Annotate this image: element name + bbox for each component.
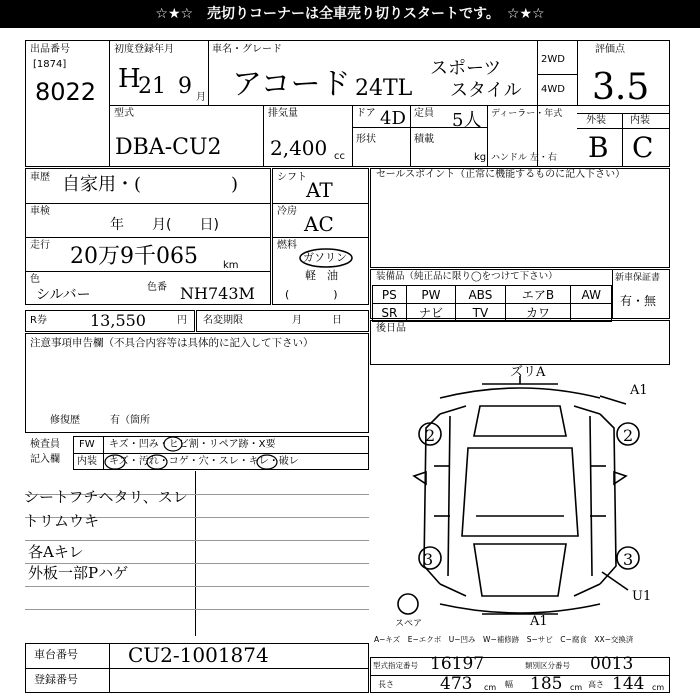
chassis-label: 車台番号 [34,648,78,661]
score-label: 評価点 [595,44,625,55]
equip-tv: TV [456,304,505,322]
door-value: 4D [380,108,406,129]
type-no-label: 型式指定番号 [373,661,418,670]
equip-leather: カワ [505,304,571,322]
mileage-label: 走行 [30,240,50,251]
note-line-4: 外板一部Pハゲ [28,564,129,582]
name-grade-label: 車名・グレード [212,44,282,55]
fuel-gasoline: ガソリン [303,251,347,264]
model-value: DBA-CU2 [115,135,222,160]
equip-ps: PS [373,286,407,304]
damage-mark-r3: 3 [623,550,634,569]
equip-abs: ABS [456,286,505,304]
height-unit: cm [652,683,665,692]
equip-airbag: エアB [505,286,571,304]
load-label: 積載 [414,134,434,145]
first-reg-label: 初度登録年月 [114,44,174,55]
model-label: 型式 [114,108,134,119]
lot-sub: [1874] [33,59,67,70]
capacity-label: 定員 [414,108,434,119]
exterior-grade: B [588,131,609,164]
shift-label: シフト [277,172,307,183]
car-diagram [370,366,670,636]
equip-sr: SR [373,304,407,322]
damage-mark-a1-bottom: A1 [530,614,548,629]
load-unit: kg [474,152,487,163]
exterior-label: 外装 [586,115,606,126]
mileage-unit: km [223,260,239,271]
damage-mark-r2: 2 [623,426,634,445]
recycle-label: R券 [30,315,47,326]
length-value: 473 [440,674,473,694]
interior-check-items: キズ・汚れ・コゲ・穴・スレ・キレ・破レ [109,456,299,467]
inspection-value: 年 月( 日) [110,217,219,233]
inspection-label: 車検 [30,206,50,217]
class-no-value: 0013 [590,654,634,674]
fuel-light-oil: 軽 油 [305,269,338,282]
interior-label: 内装 [630,115,650,126]
banner: ☆★☆ 売切りコーナーは全車売り切りスタートです。 ☆★☆ [0,0,700,28]
name-change-label: 名変期限 [203,315,243,326]
equip-pw: PW [406,286,456,304]
damage-mark-u1: U1 [632,589,652,604]
note-line-3: 各Aキレ [28,543,84,561]
damage-mark-l3: 3 [423,550,434,569]
lot-number: 8022 [35,78,97,106]
type-no-value: 16197 [430,654,485,674]
width-value: 185 [530,674,563,694]
recycle-unit: 円 [177,315,187,326]
history-label: 車歴 [30,172,50,183]
ac-value: AC [304,212,334,236]
color-label: 色 [30,274,40,285]
score-value: 3.5 [592,67,650,108]
drive-4wd: 4WD [541,84,565,95]
interior-grade: C [632,131,654,164]
capacity-value: 5人 [452,110,482,131]
history-value: 自家用・( ) [62,174,239,195]
inspector-circle-marks [103,436,363,470]
damage-legend: A−キズ E−エクボ U−凹み W−補修跡 S−サビ C−腐食 XX−交換済 [374,635,634,644]
interior-check-label: 内装 [77,456,97,467]
car-grade: 24TL [355,76,413,101]
shift-value: AT [306,178,333,202]
new-cert-value: 有・無 [620,294,657,308]
month-unit: 月 [196,92,206,103]
spare-label: スペア [395,619,423,629]
caution-label: 注意事項申告欄（不具合内容等は具体的に記入して下さい） [30,337,314,349]
sales-point-box [370,168,670,268]
damage-mark-l2: 2 [425,426,436,445]
new-cert-label: 新車保証書 [615,273,661,283]
length-unit: cm [484,683,497,692]
color-number-label: 色番 [147,282,167,293]
class-no-label: 類別区分番号 [525,661,570,670]
height-value: 144 [612,674,645,694]
drive-2wd: 2WD [541,54,565,65]
first-reg-month: 9 [178,74,192,99]
color-value: シルバー [36,287,91,303]
width-label: 幅 [505,680,513,689]
after-install-box [370,320,670,365]
damage-mark-a1-top: A1 [630,383,648,398]
equip-aw: AW [571,286,612,304]
sales-point-label: セールスポイント（正常に機能するものに記入下さい） [376,169,626,180]
fw-label: FW [79,439,95,450]
mileage-value: 20万9千065 [70,244,198,269]
car-grade2-line2: スタイル [450,80,522,101]
inspector-label: 検査員 記入欄 [30,439,60,465]
length-label: 長さ [378,680,394,689]
chassis-number: CU2-1001874 [128,643,269,667]
fuel-label: 燃料 [277,240,297,251]
color-number: NH743M [180,284,255,303]
equip-navi: ナビ [406,304,456,322]
dealer-label: ディーラー・年式 [491,109,563,119]
name-change-value: 月 日 [292,315,342,326]
first-reg-year: 21 [138,74,166,99]
door-label: ドア [356,108,376,119]
fuel-other: ( ) [285,288,338,301]
fuel-circle-mark [296,246,356,270]
equip-blank [571,304,612,322]
shape-label: 形状 [356,134,376,145]
displacement-label: 排気量 [268,108,298,119]
ac-label: 冷房 [277,206,297,217]
equipment-label: 装備品（純正品に限り◯をつけて下さい） [376,271,558,282]
handle-label: ハンドル 左・右 [491,153,557,163]
displacement-unit: cc [334,151,345,162]
first-reg-era: H [118,64,141,94]
lot-label: 出品番号 [30,44,70,55]
note-line-1: シートフチヘタリ、スレ [24,488,188,506]
car-grade2-line1: スポーツ [430,58,502,79]
fw-items: キズ・凹み・ヒビ割・リペア跡・X要 [109,439,276,450]
equipment-table [372,285,612,322]
note-line-2: トリムウキ [24,512,100,530]
repair-label: 修復歴 [50,415,80,426]
height-label: 高さ [588,680,604,689]
registration-label: 登録番号 [34,673,78,686]
car-name: アコード [232,67,351,102]
after-install-label: 後日品 [376,323,406,334]
recycle-value: 13,550 [90,311,146,330]
displacement-value: 2,400 [270,136,328,160]
damage-mark-top: ズリA [510,365,546,380]
repair-value: 有（箇所 [110,415,150,426]
width-unit: cm [570,683,583,692]
